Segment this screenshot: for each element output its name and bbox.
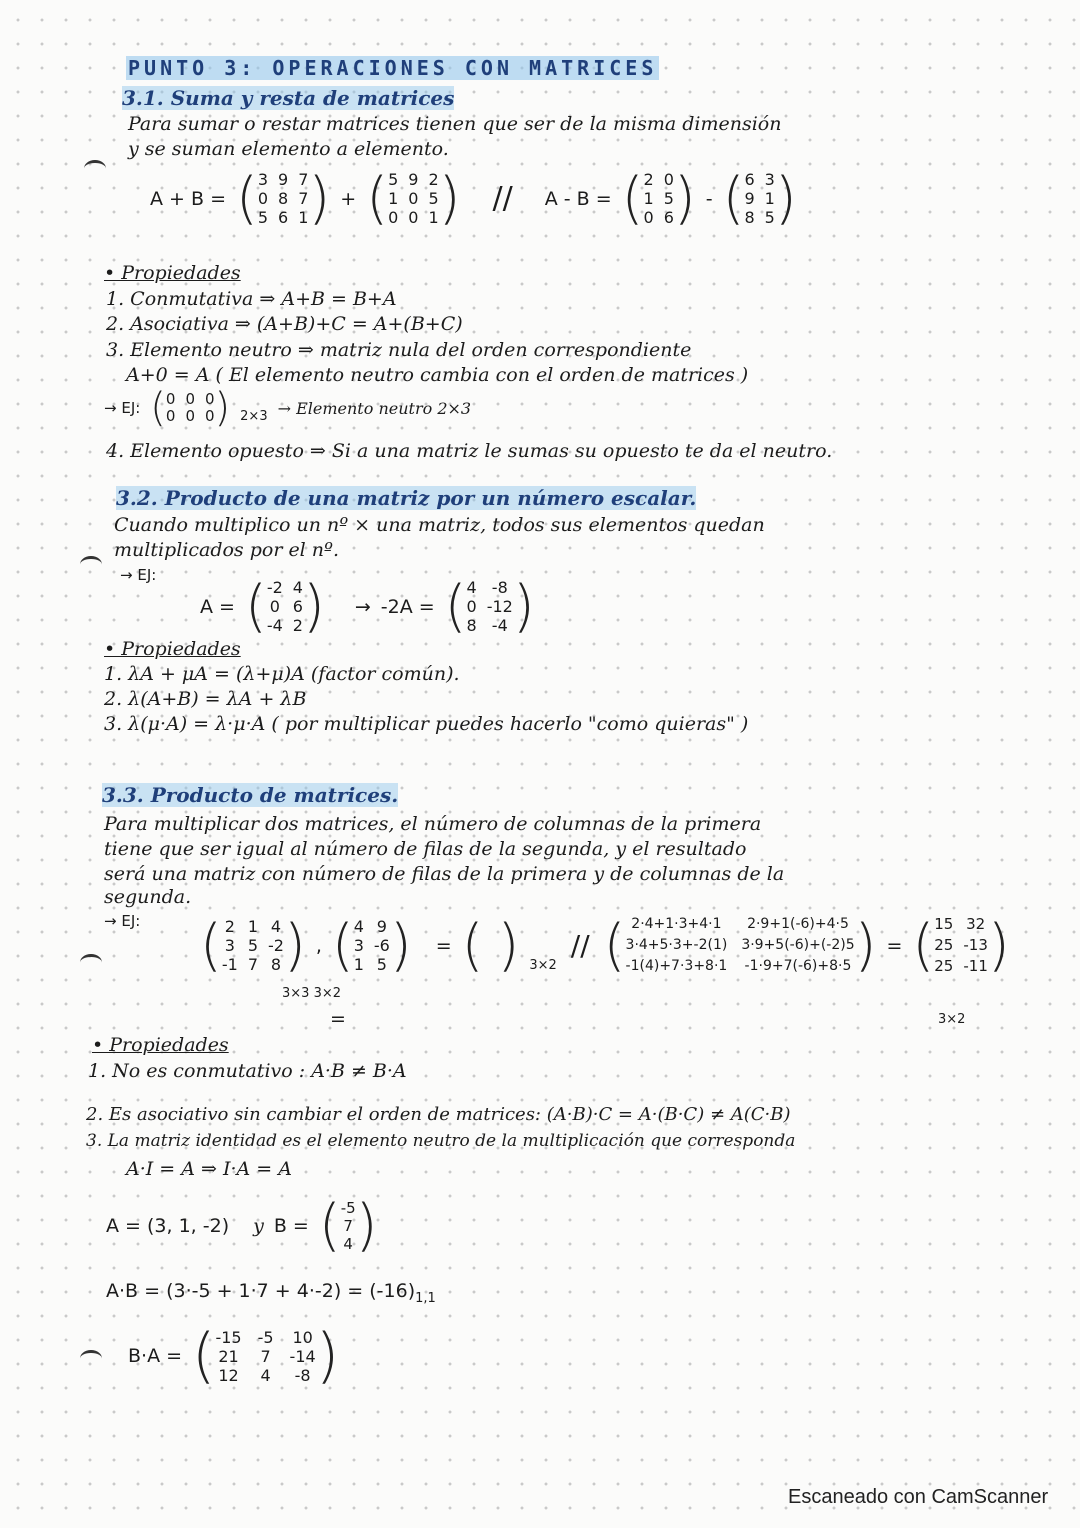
cell: 2 [428,170,439,189]
cell: 0 [663,170,674,189]
a-label: A = [200,595,235,618]
zero-dim: 2×3 [240,408,268,424]
s31-prop-1: 1. Conmutativa ⇒ A+B = B+A [106,288,397,310]
cell: -15 [215,1327,242,1347]
empty-result-matrix: ( ) [461,912,520,978]
s32-ej-label: → EJ: [120,566,157,584]
page-title: PUNTO 3: OPERACIONES CON MATRICES [128,56,658,80]
cell: 3 [257,170,269,189]
result-dim: 3×2 [938,1012,966,1027]
expanded-matrix: ( 2·4+1·3+4·1 2·9+1(-6)+4·5 3·4+5·3+-2(1) 3·9+5(-6)+(-2)5 -1(4)+7·3+8·1 -1·9+7(-6)+8·5 ) [603,912,877,978]
cell: 2 [643,170,654,189]
cell: 7 [247,955,258,974]
scan-mark-icon [80,954,102,971]
s31-prop-2: 2. Asociativa ⇒ (A+B)+C = A+(B+C) [106,313,463,335]
cell: 4 [466,578,477,597]
section-3-1-title: 3.1. Suma y resta de matrices [122,86,455,110]
product-example [200,914,1010,977]
cell: 9 [278,170,289,189]
ej-label: → EJ: [104,399,141,417]
zero-matrix: ( 0 0 0 0 0 0 ) [150,385,231,431]
row-a: A = (3, 1, -2) [106,1215,230,1237]
cell: -8 [294,1365,311,1385]
equals-sign: = [886,934,903,957]
s31-prop-3: 3. Elemento neutro ⇒ matriz nula del orden correspondiente [106,339,692,361]
cell: 15 [934,915,954,933]
s33-text-line-3: será una matriz con número de filas de la primera y de columnas de la [104,863,785,885]
s33-prop-1: 1. No es conmutativo : A·B ≠ B·A [88,1060,407,1082]
scan-mark-icon [84,160,106,177]
cell: 2 [292,616,303,635]
and-word: y [253,1215,264,1237]
minus-sign: - [705,187,713,210]
cell: 1 [643,189,654,208]
matrix-m2: ( 4 9 3 -6 1 5 ) [331,912,412,978]
cell: 0 [408,208,419,227]
s33-text-line-4: segunda. [104,886,192,908]
comma: , [315,934,322,957]
cell: 6 [744,170,755,189]
cell: 4 [353,917,364,936]
scan-mark-icon [80,1350,102,1367]
cell: 6 [292,597,303,616]
section-3-3-title: 3.3. Producto de matrices. [102,783,399,807]
cell: 1 [388,189,399,208]
cell: 12 [218,1365,239,1385]
s32-prop-2: 2. λ(A+B) = λA + λB [104,688,307,710]
cell: 1 [353,955,364,974]
separator: // [492,181,513,216]
diff-label: A - B = [544,187,612,210]
s32-prop-3: 3. λ(μ·A) = λ·μ·A ( por multiplicar puedes hacerlo "como quieras" ) [104,713,749,735]
matrix-b: ( 5 9 2 1 0 5 0 0 1 ) [366,165,461,231]
cell: 3 [224,936,235,955]
cell: -4 [266,616,283,635]
cell: 0 [185,407,195,425]
cell: 8 [744,208,755,227]
cell: 10 [292,1327,313,1347]
sum-label: A + B = [150,187,226,210]
cell: -5 [340,1199,356,1217]
cell: 4 [260,1365,271,1385]
matrix-result-scalar: ( 4 -8 0 -12 8 -4 ) [444,573,535,639]
s32-text-line-2: multiplicados por el nº. [114,539,340,561]
cell: -11 [963,957,988,975]
arrow-icon: → [354,595,371,618]
zero-note: → Elemento neutro 2×3 [277,398,472,418]
cell: 5 [388,170,399,189]
cell: 7 [343,1217,353,1235]
cell: -1 [221,955,238,974]
cell: 5 [764,208,775,227]
s32-text-line-1: Cuando multiplico un nº × una matriz, todos sus elementos quedan [114,514,765,536]
cell: 2·9+1(-6)+4·5 [747,916,849,932]
cell: 21 [218,1346,239,1366]
cell: 25 [934,957,954,975]
ab-dim: 1,1 [415,1290,436,1306]
cell: 8 [270,955,282,974]
cell: 6 [663,208,674,227]
s33-text-line-1: Para multiplicar dos matrices, el número de columnas de la primera [104,813,762,835]
s31-text-line-2: y se suman elemento a elemento. [128,138,449,160]
cell: 3 [764,170,775,189]
ba-example [128,1321,340,1391]
cell: -12 [486,597,513,616]
cell: 9 [408,170,419,189]
cell: 2·4+1·3+4·1 [631,916,722,932]
cell: 1 [764,189,775,208]
cell: 0 [643,208,654,227]
cell: 5 [247,936,258,955]
cell: 5 [428,189,439,208]
s32-props-title: • Propiedades [104,638,241,660]
cell: 4 [270,917,282,936]
matrix-a-scalar: ( -2 4 0 6 -4 2 ) [244,573,325,639]
cell: 5 [376,955,387,974]
cell: 9 [744,189,755,208]
cell: 32 [966,915,986,933]
cell: 9 [376,917,387,936]
ab-product-line [106,1280,436,1306]
cell: 1 [247,917,258,936]
cell: 0 [388,208,399,227]
cell: -2 [266,578,283,597]
cell: 8 [466,616,477,635]
cell: 0 [466,597,477,616]
plus-sign: + [340,187,357,210]
cell: 0 [408,189,419,208]
cell: 5 [257,208,269,227]
cell: 3 [353,936,364,955]
matrix-d1: ( 2 0 1 5 0 6 ) [621,165,696,231]
cell: 25 [934,936,954,954]
s33-prop-3b: A·I = A ⇒ I·A = A [126,1158,292,1180]
s33-props-title: • Propiedades [92,1034,229,1056]
s33-prop-2: 2. Es asociativo sin cambiar el orden de matrices: (A·B)·C = A·(B·C) ≠ A(C·B) [86,1104,791,1125]
matrix-d2: ( 6 3 9 1 8 5 ) [722,165,797,231]
ba-label: B·A = [128,1345,183,1367]
res-label: -2A = [380,595,435,618]
cell: 0 [185,390,195,408]
cell: 0 [269,597,280,616]
cell: 3·9+5(-6)+(-2)5 [741,937,855,953]
equals-under: = [330,1008,346,1030]
ab-product: A·B = (3·-5 + 1·7 + 4·-2) = (-16) [106,1280,416,1302]
separator: // [570,929,590,962]
scanner-watermark: Escaneado con CamScanner [788,1486,1049,1508]
scan-mark-icon [80,556,102,573]
s31-prop-3b: A+0 = A ( El elemento neutro cambia con el orden de matrices ) [126,364,749,386]
cell: 0 [257,189,269,208]
cell: 3·4+5·3+-2(1) [625,937,728,953]
cell: 4 [292,578,303,597]
matrix-a: ( 3 9 7 0 8 7 5 6 1 ) [236,165,331,231]
ba-matrix: ( -15 -5 10 21 7 -14 12 4 -8 ) [192,1321,340,1391]
s31-text-line-1: Para sumar o restar matrices tienen que ser de la misma dimensión [128,113,782,135]
zero-matrix-example [104,385,472,431]
col-b-label: B = [273,1215,309,1237]
cell: -8 [491,578,508,597]
cell: -1(4)+7·3+8·1 [625,958,728,974]
cell: -1·9+7(-6)+8·5 [744,958,852,974]
equals-sign: = [435,934,452,957]
cell: -13 [963,936,988,954]
cell: -2 [268,936,284,955]
cell: 1 [428,208,439,227]
cell: 0 [205,407,215,425]
matrix-m1: ( 2 1 4 3 5 -2 -1 7 8 ) [200,912,306,978]
scalar-example [200,573,535,639]
row-col-example [106,1193,378,1258]
cell: 7 [260,1346,271,1366]
cell: 8 [278,189,289,208]
s32-prop-1: 1. λA + μA = (λ+μ)A (factor común). [104,663,460,685]
cell: 7 [298,170,309,189]
cell: -14 [289,1346,316,1366]
dims-annotation: 3×3 3×2 [282,986,342,1001]
cell: 1 [298,208,309,227]
cell: -4 [491,616,508,635]
cell: 2 [224,917,235,936]
sum-example [150,165,797,231]
s33-ej-label: → EJ: [104,912,141,930]
cell: 7 [298,189,309,208]
s33-text-line-2: tiene que ser igual al número de filas de la segunda, y el resultado [104,838,747,860]
cell: -6 [373,936,390,955]
result-matrix: ( 15 32 25 -13 25 -11 ) [912,912,1010,978]
cell: 0 [165,390,176,408]
cell: -5 [257,1327,274,1347]
s31-prop-4: 4. Elemento opuesto ⇒ Si a una matriz le sumas su opuesto te da el neutro. [106,440,833,462]
section-3-2-title: 3.2. Producto de una matriz por un número escalar. [116,486,697,510]
s33-prop-3: 3. La matriz identidad es el elemento neutro de la multiplicación que corresponda [86,1131,796,1151]
cell: 0 [165,407,176,425]
empty-dim: 3×2 [529,958,557,973]
cell: 0 [205,390,215,408]
col-b-matrix: ( -5 7 4 ) [318,1193,378,1258]
cell: 6 [278,208,289,227]
cell: 4 [343,1235,353,1253]
cell: 5 [663,189,674,208]
s31-props-title: • Propiedades [104,262,241,284]
